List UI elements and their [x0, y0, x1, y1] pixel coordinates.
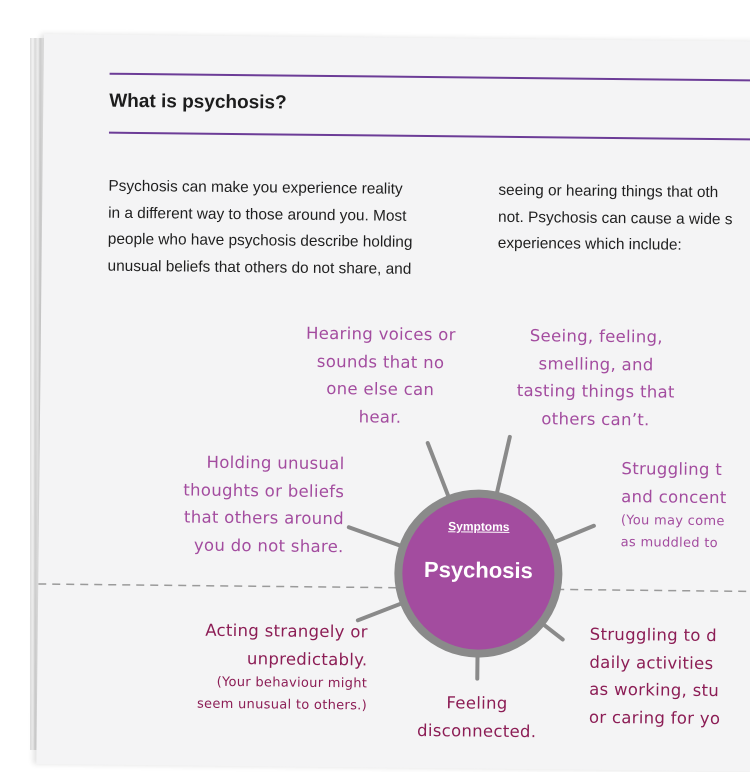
symptom-note: as muddled to: [620, 535, 719, 552]
symptom-line: that others around: [183, 507, 345, 529]
symptom-line: others can’t.: [541, 408, 650, 429]
symptom-line: Seeing, feeling,: [529, 326, 663, 347]
symptom-line: Struggling to d: [589, 624, 718, 646]
symptom-disconnected: [392, 689, 563, 746]
symptom-line: sounds that no: [316, 351, 445, 372]
symptom-line: you do not share.: [193, 535, 344, 556]
symptoms-diagram: [36, 34, 750, 771]
section-title: What is psychosis?: [109, 90, 287, 114]
symptom-line: unpredictably.: [246, 648, 368, 669]
symptom-line: disconnected.: [417, 720, 537, 741]
symptom-line: Acting strangely or: [205, 620, 368, 642]
symptom-line: or caring for yo: [588, 707, 721, 728]
symptom-line: as working, stu: [589, 679, 720, 701]
symptom-line: hear.: [358, 406, 402, 427]
symptom-acting: [132, 616, 368, 717]
symptom-seeing: [488, 322, 704, 434]
symptom-beliefs: [129, 448, 345, 560]
symptom-note: (Your behaviour might: [216, 674, 368, 692]
brochure-page: [36, 34, 750, 771]
symptom-line: smelling, and: [538, 353, 654, 374]
symptom-note: (You may come: [620, 513, 725, 530]
intro-line: seeing or hearing things that oth: [498, 181, 719, 202]
divider-dashed-line: [38, 584, 750, 592]
intro-line: experiences which include:: [497, 234, 682, 254]
intro-line: Psychosis can make you experience reality: [108, 177, 403, 198]
symptom-line: tasting things that: [516, 380, 675, 402]
symptom-hearing: [280, 319, 481, 431]
symptom-line: thoughts or beliefs: [183, 479, 345, 501]
hub-label-symptoms: Symptoms: [448, 519, 510, 534]
symptom-line: Holding unusual: [206, 452, 345, 474]
hub-label-psychosis: Psychosis: [423, 557, 533, 584]
intro-line: unusual beliefs that others do not share, and: [107, 257, 412, 278]
intro-line: people who have psychosis describe holding: [107, 230, 413, 251]
symptom-line: Feeling: [446, 693, 508, 713]
symptom-line: one else can: [326, 378, 435, 400]
symptom-note: seem unusual to others.): [196, 696, 368, 714]
symptom-concentrate: [621, 455, 750, 556]
symptom-line: Hearing voices or: [305, 323, 456, 345]
intro-line: not. Psychosis can cause a wide s: [498, 208, 733, 228]
intro-line: in a different way to those around you. Most: [108, 204, 407, 225]
symptom-line: Struggling t: [621, 459, 723, 480]
symptom-line: daily activities: [589, 652, 714, 673]
symptom-daily: [589, 621, 750, 733]
symptom-line: and concent: [621, 486, 727, 507]
